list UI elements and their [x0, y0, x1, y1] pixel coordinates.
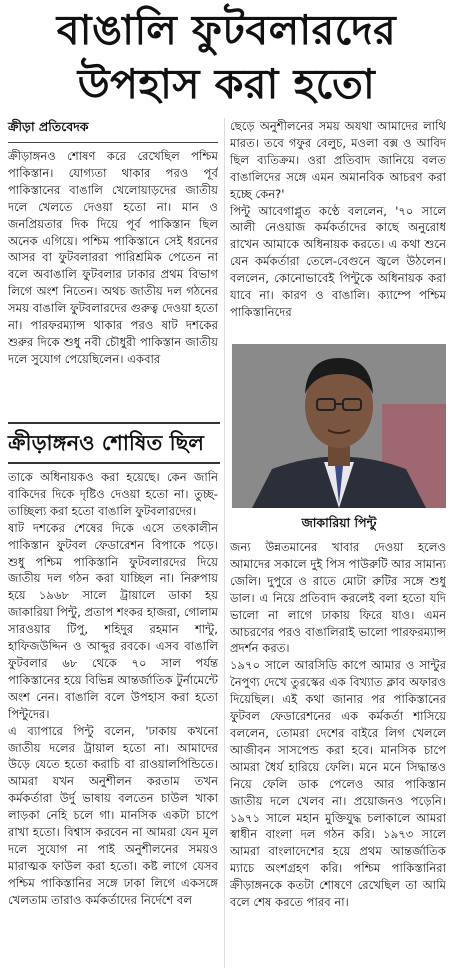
left-column-top	[8, 148, 218, 412]
paragraph: এ ব্যাপারে পিন্টু বলেন, 'ঢাকায় কখনো জাতীয় দলের ট্রায়াল হতো না। আমাদের উড়ে যেতে হতো করাচি বা রাওয়ালপিন্ডিতে। আমরা যখন অনুশীলন করতাম তখন কর্মকর্তারা উর্দু ভাষায় বলতেন চাউল খাকা লাড়কা নেহি চলে গা। মানসিক একটা চাপে রাখা হতো। বিশ্বাস করবেন না আমরা যেন মূল দলে সুযোগ না পাই অনুশীলনের সময়ও মারাত্মক ফাউল করা হতো। কষ্ট লাগে যেসব পশ্চিম পাকিস্তানির সঙ্গে ঢাকা লিগে একসঙ্গে খেলতাম তারাও কর্মকর্তাদের নির্দেশে বল	[8, 723, 218, 907]
column-divider	[224, 118, 225, 968]
portrait-photo	[232, 344, 446, 508]
subheading: ক্রীড়াঙ্গনও শোষিত ছিল	[8, 422, 220, 464]
left-column-bottom	[8, 469, 218, 969]
paragraph: তাকে অধিনায়কও করা হয়েছে। কেন জানি বাকিদের দিকে দৃষ্টিও দেওয়া হতো না। তুচ্ছ-তাচ্ছিল্য করা হতো বাঙালি ফুটবলারদের।	[8, 470, 218, 518]
byline: ক্রীড়া প্রতিবেদক	[8, 119, 218, 143]
paragraph: পিন্টু আবেগাপ্লুত কণ্ঠে বললেন, '৭০ সালে আলী নেওয়াজ কর্মকর্তাদের কাছে অনুরোধ রাখেন আমাকে অধিনায়ক করতে। এ কথা শুনে যেন কর্মকর্তারা তেলে-বেগুনে জ্বলে উঠলেন। বললেন, কোনোভাবেই পিন্টুকে অধিনায়ক করা যাবে না। কারণ ও বাঙালি। ক্যাম্পে পশ্চিম পাকিস্তানিদের	[230, 203, 446, 319]
headline-line-1: বাঙালি ফুটবলারদের	[56, 6, 397, 54]
paragraph: জন্য উন্নতমানের খাবার দেওয়া হলেও আমাদের সকালে দুই পিস পাউরুটি আর সামান্য জেলি। দুপুরে ও রাতে মোটা রুটির সঙ্গে শুধু ডাল। এ নিয়ে প্রতিবাদ করলেই বলা হতো যদি ভালো না লাগে ঢাকায় ফিরে যাও। এমন আচরণের পরও বাঙালিরাই ভালো পারফরম্যান্স প্রদর্শন করত।	[230, 540, 446, 656]
paragraph: ষাট দশকের শেষের দিকে এসে তৎকালীন পাকিস্তান ফুটবল ফেডারেশন বিপাকে পড়ে। শুধু পশ্চিম পাকিস্তানি ফুটবলারদের দিয়ে জাতীয় দল গঠন করা যাচ্ছিল না। নিরুপায় হয়ে ১৯৬৮ সালে ট্রায়ালে ডাকা হয় জাকারিয়া পিন্টু, প্রতাপ শংকর হাজরা, গোলাম সারওয়ার টিপু, শহিদুর রহমান শান্টু, হাফিজউদ্দিন ও আব্দুর রবকে। এসব বাঙালি ফুটবলার ৬৮ থেকে ৭০ সাল পর্যন্ত পাকিস্তানের হয়ে বিভিন্ন আন্তর্জাতিক টুর্নামেন্টে অংশ নেন। বাঙালি বলে উপহাস করা হতো পিন্টুদের।	[8, 520, 218, 721]
paragraph: ক্রীড়াঙ্গনও শোষণ করে রেখেছিল পশ্চিম পাকিস্তান। যোগ্যতা থাকার পরও পূর্ব পাকিস্তানের বাঙালি খেলোয়াড়দের জাতীয় দলে খেলতে দেওয়া হতো না। মান ও জনপ্রিয়তার দিক দিয়ে পূর্ব পাকিস্তান ছিল অনেক এগিয়ে। পশ্চিম পাকিস্তানে সেই ধরনের আসর বা ফুটবলাররা পারিশ্রমিক পেতেন না বলে অবাঙালি ফুটবলার ঢাকার প্রথম বিভাগ লিগে অংশ নিতেন। অথচ জাতীয় দল গঠনের সময় বাঙালি ফুটবলারদের গুরুত্ব দেওয়া হতো না। পারফরম্যান্স থাকার পরও ষাট দশকের শুরুর দিকে শুধু নবী চৌধুরী পাকিস্তান জাতীয় দলে সুযোগ পেয়েছিলেন। একবার	[8, 149, 218, 366]
portrait-illustration	[232, 344, 446, 508]
right-column-bottom	[230, 539, 446, 969]
right-column-top	[230, 118, 446, 340]
headline	[0, 0, 453, 114]
photo-caption: জাকারিয়া পিন্টু	[301, 515, 377, 530]
paragraph: ১৯৭০ সালে আরসিডি কাপে আমার ও সান্টুর নৈপুণ্য দেখে তুরস্কের এক বিখ্যাত ক্লাব অফারও দিয়েছিল। এই কথা জানার পর পাকিস্তানের ফুটবল ফেডারেশনের এক কর্মকর্তা শাসিয়ে বললেন, তোমরা দেশের বাইরে লিগ খেললে আজীবন সাসপেন্ড করা হবে। মানসিক চাপে আমরা ধৈর্য হারিয়ে ফেলি। মনে মনে সিদ্ধান্তও নিয়ে ফেলি ডাক পেলেও আর পাকিস্তান জাতীয় দলে খেলব না। প্রয়োজনও পড়েনি। ১৯৭১ সালে মহান মুক্তিযুদ্ধ চলাকালে আমরা স্বাধীন বাংলা দল গঠন করি। ১৯৭৩ সালে আমরা বাংলাদেশের হয়ে প্রথম আন্তর্জাতিক ম্যাচে অংশগ্রহণ করি। পশ্চিম পাকিস্তানিরা ক্রীড়াঙ্গনকে কতটা শোষণে রেখেছিল তা আমি বলে শেষ করতে পারব না।	[230, 658, 446, 910]
headline-line-2: উপহাস করা হতো	[77, 60, 376, 108]
paragraph: ছেড়ে অনুশীলনের সময় অযথা আমাদের লাথি মারত। তবে গফুর বেলুচ, মওলা বক্স ও আবিদ ছিল ব্যতিক্রম। ওরা প্রতিবাদ জানিয়ে বলত বাঙালিদের সঙ্গে এমন অমানবিক আচরণ করা হচ্ছে কেন?'	[230, 119, 446, 201]
